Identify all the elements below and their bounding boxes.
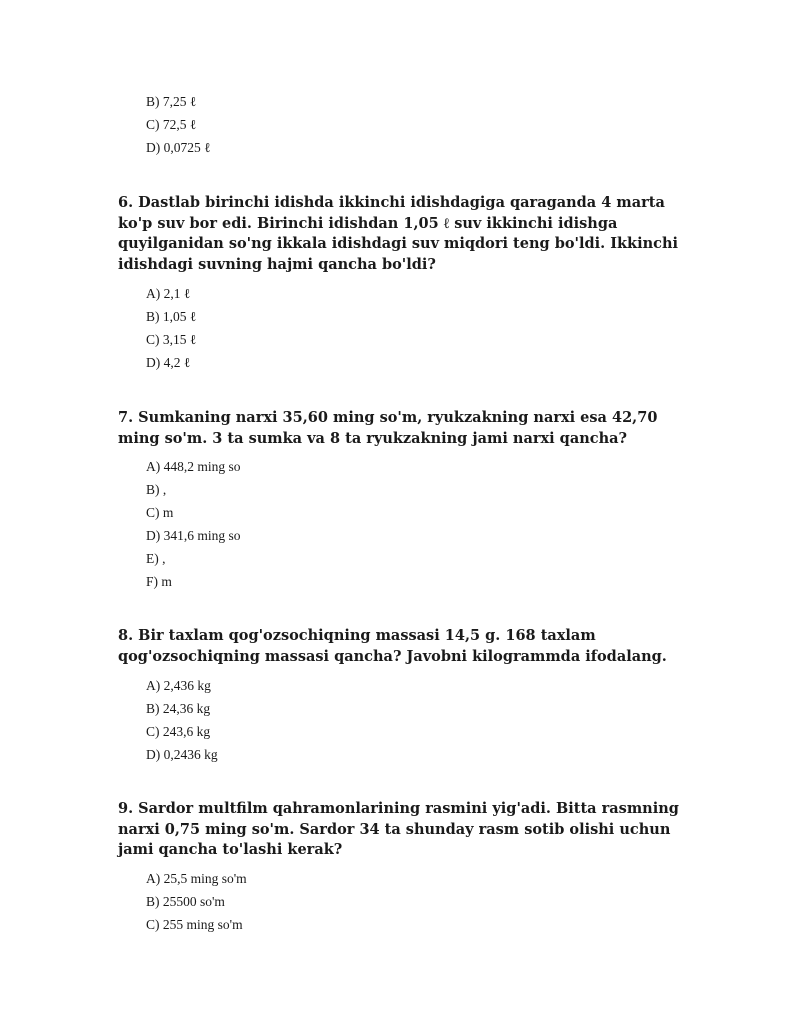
question-7 <box>118 408 688 449</box>
question-9-text: 9. Sardor multfilm qahramonlarining rasmini yig'adi. Bitta rasmning narxi 0,75 ming so'm. Sardor 34 ta shunday rasm sotib olishi uchun jami qancha to'lashi kerak? <box>118 800 679 858</box>
option-c: C) 255 ming so'm <box>146 917 243 932</box>
option-e: E) , <box>146 551 166 566</box>
option-c: C) 3,15 ℓ <box>146 332 197 347</box>
option-b: B) 24,36 kg <box>146 701 211 716</box>
question-8 <box>118 626 688 667</box>
question-9 <box>118 799 688 861</box>
option-b: B) , <box>146 482 167 497</box>
question-8-text: 8. Bir taxlam qog'ozsochiqning massasi 14,5 g. 168 taxlam qog'ozsochiqning massasi qancha? Javobni kilogrammda ifodalang. <box>118 627 667 665</box>
question-6 <box>118 193 688 275</box>
option-c: C) 243,6 kg <box>146 724 211 739</box>
option-a: A) 2,436 kg <box>146 678 211 693</box>
question-7-text: 7. Sumkaning narxi 35,60 ming so'm, ryukzakning narxi esa 42,70 ming so'm. 3 ta sumka va 8 ta ryukzakning jami narxi qancha? <box>118 409 658 447</box>
option-d: D) 4,2 ℓ <box>146 355 191 370</box>
option-d: D) 0,2436 kg <box>146 747 218 762</box>
option-d: D) 341,6 ming so <box>146 528 241 543</box>
option-b: B) 7,25 ℓ <box>146 94 197 109</box>
option-b: B) 25500 so'm <box>146 894 225 909</box>
option-a: A) 25,5 ming so'm <box>146 871 247 886</box>
option-b: B) 1,05 ℓ <box>146 309 197 324</box>
option-c: C) m <box>146 505 174 520</box>
question-6-text: 6. Dastlab birinchi idishda ikkinchi idishdagiga qaraganda 4 marta ko'p suv bor edi. Birinchi idishdan 1,05 ℓ suv ikkinchi idishga quyilganidan so'ng ikkala idishdagi suv miqdori teng bo'ldi. Ikkinchi idishdagi suvning hajmi qancha bo'ldi? <box>118 194 679 273</box>
option-d: D) 0,0725 ℓ <box>146 140 211 155</box>
option-f: F) m <box>146 574 172 589</box>
option-c: C) 72,5 ℓ <box>146 117 197 132</box>
option-a: A) 2,1 ℓ <box>146 286 191 301</box>
option-a: A) 448,2 ming so <box>146 459 241 474</box>
